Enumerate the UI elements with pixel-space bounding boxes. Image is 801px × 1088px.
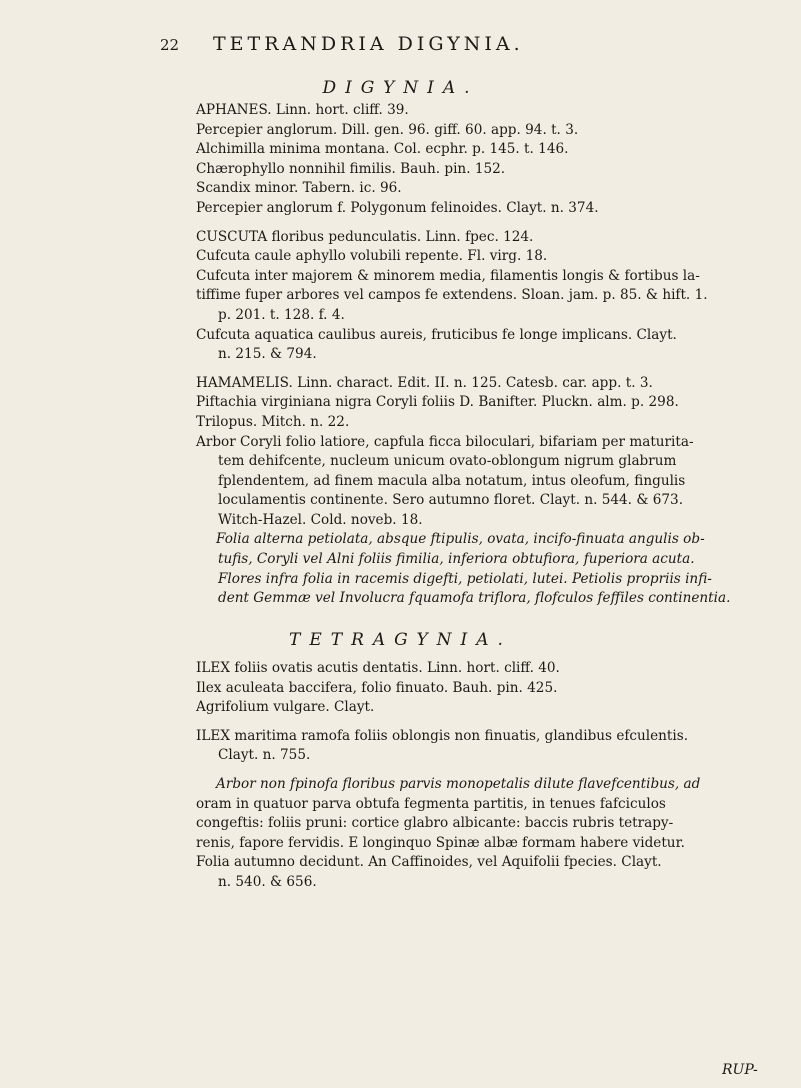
page-number: 22 — [160, 36, 180, 54]
entry-line: p. 201. t. 128. f. 4. — [218, 306, 345, 323]
entry-line: APHANES. Linn. hort. cliff. 39. — [196, 102, 409, 118]
entry-line: loculamentis continente. Sero autumno floret. Clayt. n. 544. & 673. — [218, 492, 684, 509]
entry-line: tufis, Coryli vel Alni foliis fimilia, inferiora obtufiora, fuperiora acuta. — [218, 551, 695, 568]
entry-line: Alchimilla minima montana. Col. ecphr. p. 145. t. 146. — [196, 141, 569, 158]
entry-line: HAMAMELIS. Linn. charact. Edit. II. n. 125. Catesb. car. app. t. 3. — [196, 374, 653, 391]
entry — [196, 228, 788, 365]
entry — [196, 101, 788, 219]
entry-line: Cufcuta inter majorem & minorem media, filamentis longis & fortibus la- — [196, 267, 700, 284]
section-body-digynia — [196, 101, 788, 609]
entry-line: renis, fapore fervidis. E longinquo Spinæ albæ formam habere videtur. — [196, 834, 685, 851]
entry-line: Arbor non fpinofa floribus parvis monopetalis dilute flavefcentibus, ad — [216, 775, 701, 792]
entry-line: n. 215. & 794. — [218, 346, 317, 363]
entry-line: dent Gemmæ vel Involucra fquamofa triflora, flofculos feffiles continentia. — [218, 590, 731, 607]
entry-line: Trilopus. Mitch. n. 22. — [196, 413, 350, 430]
entry-line: Percepier anglorum. Dill. gen. 96. giff. 60. app. 94. t. 3. — [196, 121, 579, 138]
entry-line: Flores infra folia in racemis digefti, petiolati, lutei. Petiolis propriis infi- — [218, 570, 712, 587]
section-heading-digynia: DIGYNIA. — [322, 78, 479, 98]
running-title: TETRANDRIA DIGYNIA. — [213, 33, 524, 55]
entry — [196, 659, 788, 718]
entry-line: Scandix minor. Tabern. ic. 96. — [196, 180, 402, 197]
entry-line: tiffime fuper arbores vel campos fe extendens. Sloan. jam. p. 85. & hift. 1. — [196, 287, 708, 304]
catchword: RUP- — [722, 1062, 758, 1078]
entry-line: Chærophyllo nonnihil fimilis. Bauh. pin. 152. — [196, 160, 506, 177]
entry-line: n. 540. & 656. — [218, 873, 317, 890]
entry-line: Clayt. n. 755. — [218, 747, 311, 764]
entry-line: Piftachia virginiana nigra Coryli foliis D. Banifter. Pluckn. alm. p. 298. — [196, 394, 679, 411]
entry-line: Ilex aculeata baccifera, folio finuato. Bauh. pin. 425. — [196, 679, 558, 696]
entry-line: Agrifolium vulgare. Clayt. — [196, 699, 375, 716]
entry-line: Arbor Coryli folio latiore, capfula ficca biloculari, bifariam per maturita- — [196, 433, 694, 450]
entry-line: Folia alterna petiolata, absque ftipulis, ovata, incifo-finuata angulis ob- — [216, 531, 705, 548]
entry-line: Folia autumno decidunt. An Caffinoides, vel Aquifolii fpecies. Clayt. — [196, 854, 662, 871]
entry — [196, 374, 788, 609]
entry-line: ILEX foliis ovatis acutis dentatis. Linn. hort. cliff. 40. — [196, 660, 560, 676]
entry-line: Cufcuta aquatica caulibus aureis, fruticibus fe longe implicans. Clayt. — [196, 326, 677, 343]
entry-line: CUSCUTA floribus pedunculatis. Linn. fpec. 124. — [196, 228, 534, 245]
entry-line: tem dehifcente, nucleum unicum ovato-oblongum nigrum glabrum — [218, 453, 677, 470]
entry — [196, 727, 788, 766]
section-body-tetragynia — [196, 659, 788, 893]
entry — [196, 775, 788, 893]
entry-line: Witch-Hazel. Cold. noveb. 18. — [218, 511, 423, 528]
section-heading-tetragynia: TETRAGYNIA. — [289, 630, 512, 650]
entry-line: fplendentem, ad finem macula alba notatum, intus oleofum, fingulis — [218, 472, 686, 489]
entry-line: Percepier anglorum f. Polygonum felinoides. Clayt. n. 374. — [196, 199, 599, 216]
entry-line: congeftis: foliis pruni: cortice glabro albicante: baccis rubris tetrapy- — [196, 815, 674, 832]
entry-line: Cufcuta caule aphyllo volubili repente. Fl. virg. 18. — [196, 248, 548, 265]
entry-line: ILEX maritima ramofa foliis oblongis non finuatis, glandibus efculentis. — [196, 727, 689, 744]
entry-line: oram in quatuor parva obtufa fegmenta partitis, in tenues fafciculos — [196, 795, 666, 812]
